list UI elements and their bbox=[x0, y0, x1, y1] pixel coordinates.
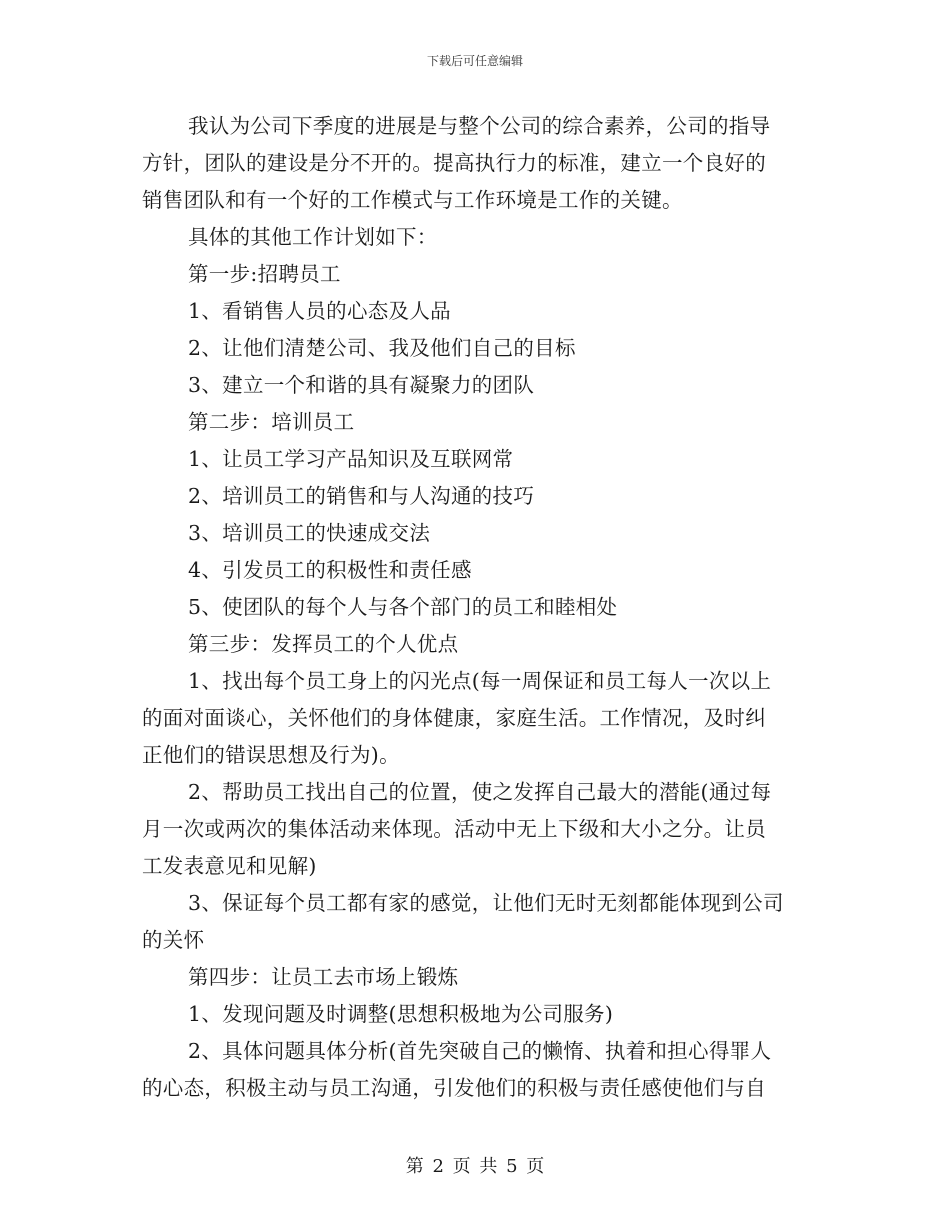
step-heading: 第三步：发挥员工的个人优点 bbox=[188, 632, 459, 656]
body-line: 具体的其他工作计划如下： bbox=[188, 225, 438, 249]
step-heading: 第一步:招聘员工 bbox=[188, 262, 341, 286]
list-item: 2、让他们清楚公司、我及他们自己的目标 bbox=[188, 336, 576, 360]
list-item: 5、使团队的每个人与各个部门的员工和睦相处 bbox=[188, 595, 618, 619]
list-item: 3、保证每个员工都有家的感觉，让他们无时无刻都能体现到公司 bbox=[188, 891, 784, 915]
body-line: 的关怀 bbox=[142, 928, 205, 952]
list-item: 2、帮助员工找出自己的位置，使之发挥自己最大的潜能(通过每 bbox=[188, 780, 772, 804]
list-item: 2、具体问题具体分析(首先突破自己的懒惰、执着和担心得罪人 bbox=[188, 1039, 772, 1063]
list-item: 4、引发员工的积极性和责任感 bbox=[188, 558, 472, 582]
body-line: 月一次或两次的集体活动来体现。活动中无上下级和大小之分。让员 bbox=[142, 817, 766, 841]
body-line: 工发表意见和见解) bbox=[142, 854, 317, 878]
body-line: 的心态，积极主动与员工沟通，引发他们的积极与责任感使他们与自 bbox=[142, 1076, 766, 1100]
list-item: 1、看销售人员的心态及人品 bbox=[188, 299, 451, 323]
step-heading: 第二步：培训员工 bbox=[188, 410, 355, 434]
list-item: 2、培训员工的销售和与人沟通的技巧 bbox=[188, 484, 535, 508]
list-item: 1、让员工学习产品知识及互联网常 bbox=[188, 447, 514, 471]
body-line: 的面对面谈心，关怀他们的身体健康，家庭生活。工作情况，及时纠 bbox=[142, 706, 766, 730]
page-footer: 第 2 页 共 5 页 bbox=[405, 1156, 545, 1177]
body-line: 我认为公司下季度的进展是与整个公司的综合素养，公司的指导 bbox=[188, 114, 771, 138]
body-line: 销售团队和有一个好的工作模式与工作环境是工作的关键。 bbox=[142, 188, 683, 212]
list-item: 1、发现问题及时调整(思想积极地为公司服务) bbox=[188, 1002, 614, 1026]
list-item: 3、建立一个和谐的具有凝聚力的团队 bbox=[188, 373, 535, 397]
body-line: 方针，团队的建设是分不开的。提高执行力的标准，建立一个良好的 bbox=[142, 151, 766, 175]
list-item: 3、培训员工的快速成交法 bbox=[188, 521, 431, 545]
page-header: 下载后可任意编辑 bbox=[426, 54, 523, 68]
list-item: 1、找出每个员工身上的闪光点(每一周保证和员工每人一次以上 bbox=[188, 669, 772, 693]
document-body bbox=[142, 108, 808, 1107]
body-line: 正他们的错误思想及行为)。 bbox=[142, 743, 400, 767]
step-heading: 第四步：让员工去市场上锻炼 bbox=[188, 965, 459, 989]
